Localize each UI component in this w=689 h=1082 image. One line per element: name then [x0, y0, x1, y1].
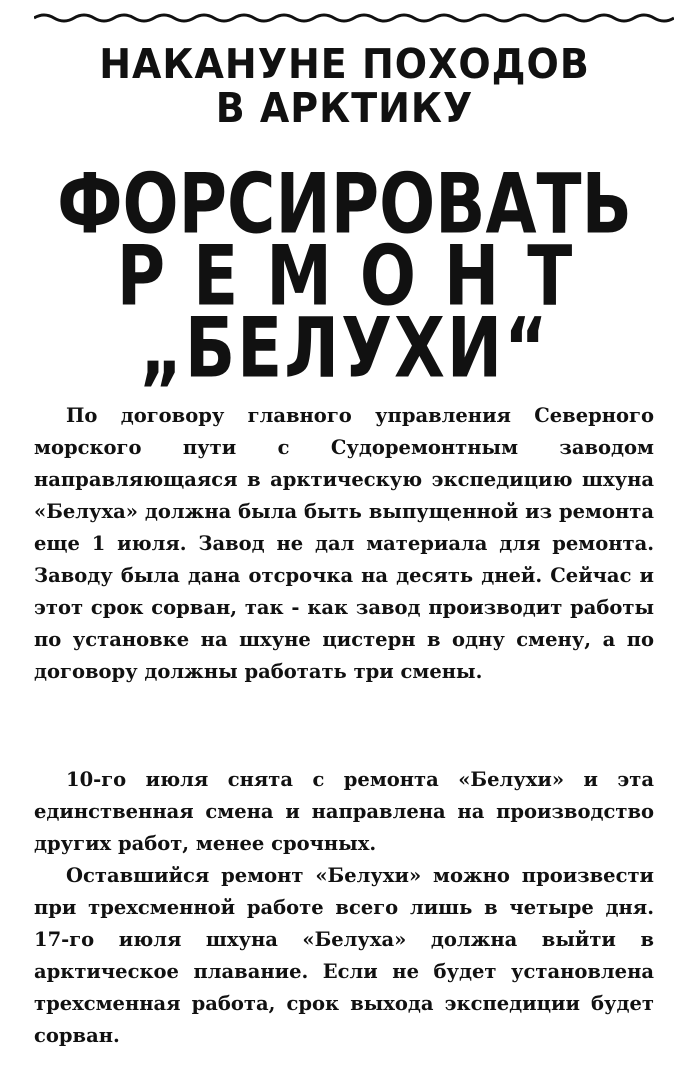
wavy-top-rule — [34, 6, 674, 26]
article-paragraph: 10-го июля снята с ремонта «Белухи» и эта единственная смена и направлена на производство других работ, менее срочных. — [34, 768, 654, 855]
headline-line-2: РЕМОНТ — [116, 228, 601, 325]
article-paragraph: Оставшийся ремонт «Белухи» можно произвести при трехсменной работе всего лишь в четыре дня. 17-го июля шхуна «Белуха» должна выйти в арктическое плавание. Если не будет установлена трехсменная работа, срок выхода экспедиции будет сорван. — [34, 864, 654, 1047]
headline-line-1: ФОРСИРОВАТЬ — [57, 156, 632, 253]
headline-line-3: „БЕЛУХИ“ — [139, 300, 550, 397]
kicker-line-2: В АРКТИКУ — [215, 84, 474, 132]
kicker-line-1: НАКАНУНЕ ПОХОДОВ — [99, 40, 590, 88]
article-paragraph: По договору главного управления Северного морского пути с Судоремонтным заводом направляющаяся в арктическую экспедицию шхуна «Белуха» должна была быть выпущенной из ремонта еще 1 июля. Завод не дал материала для ремонта. Заводу была дана отсрочка на десять дней. Сейчас и этот срок сорван, так - как завод производит работы по установке на шхуне цистерн в одну смену, а по договору должны работать три смены. — [34, 404, 654, 683]
